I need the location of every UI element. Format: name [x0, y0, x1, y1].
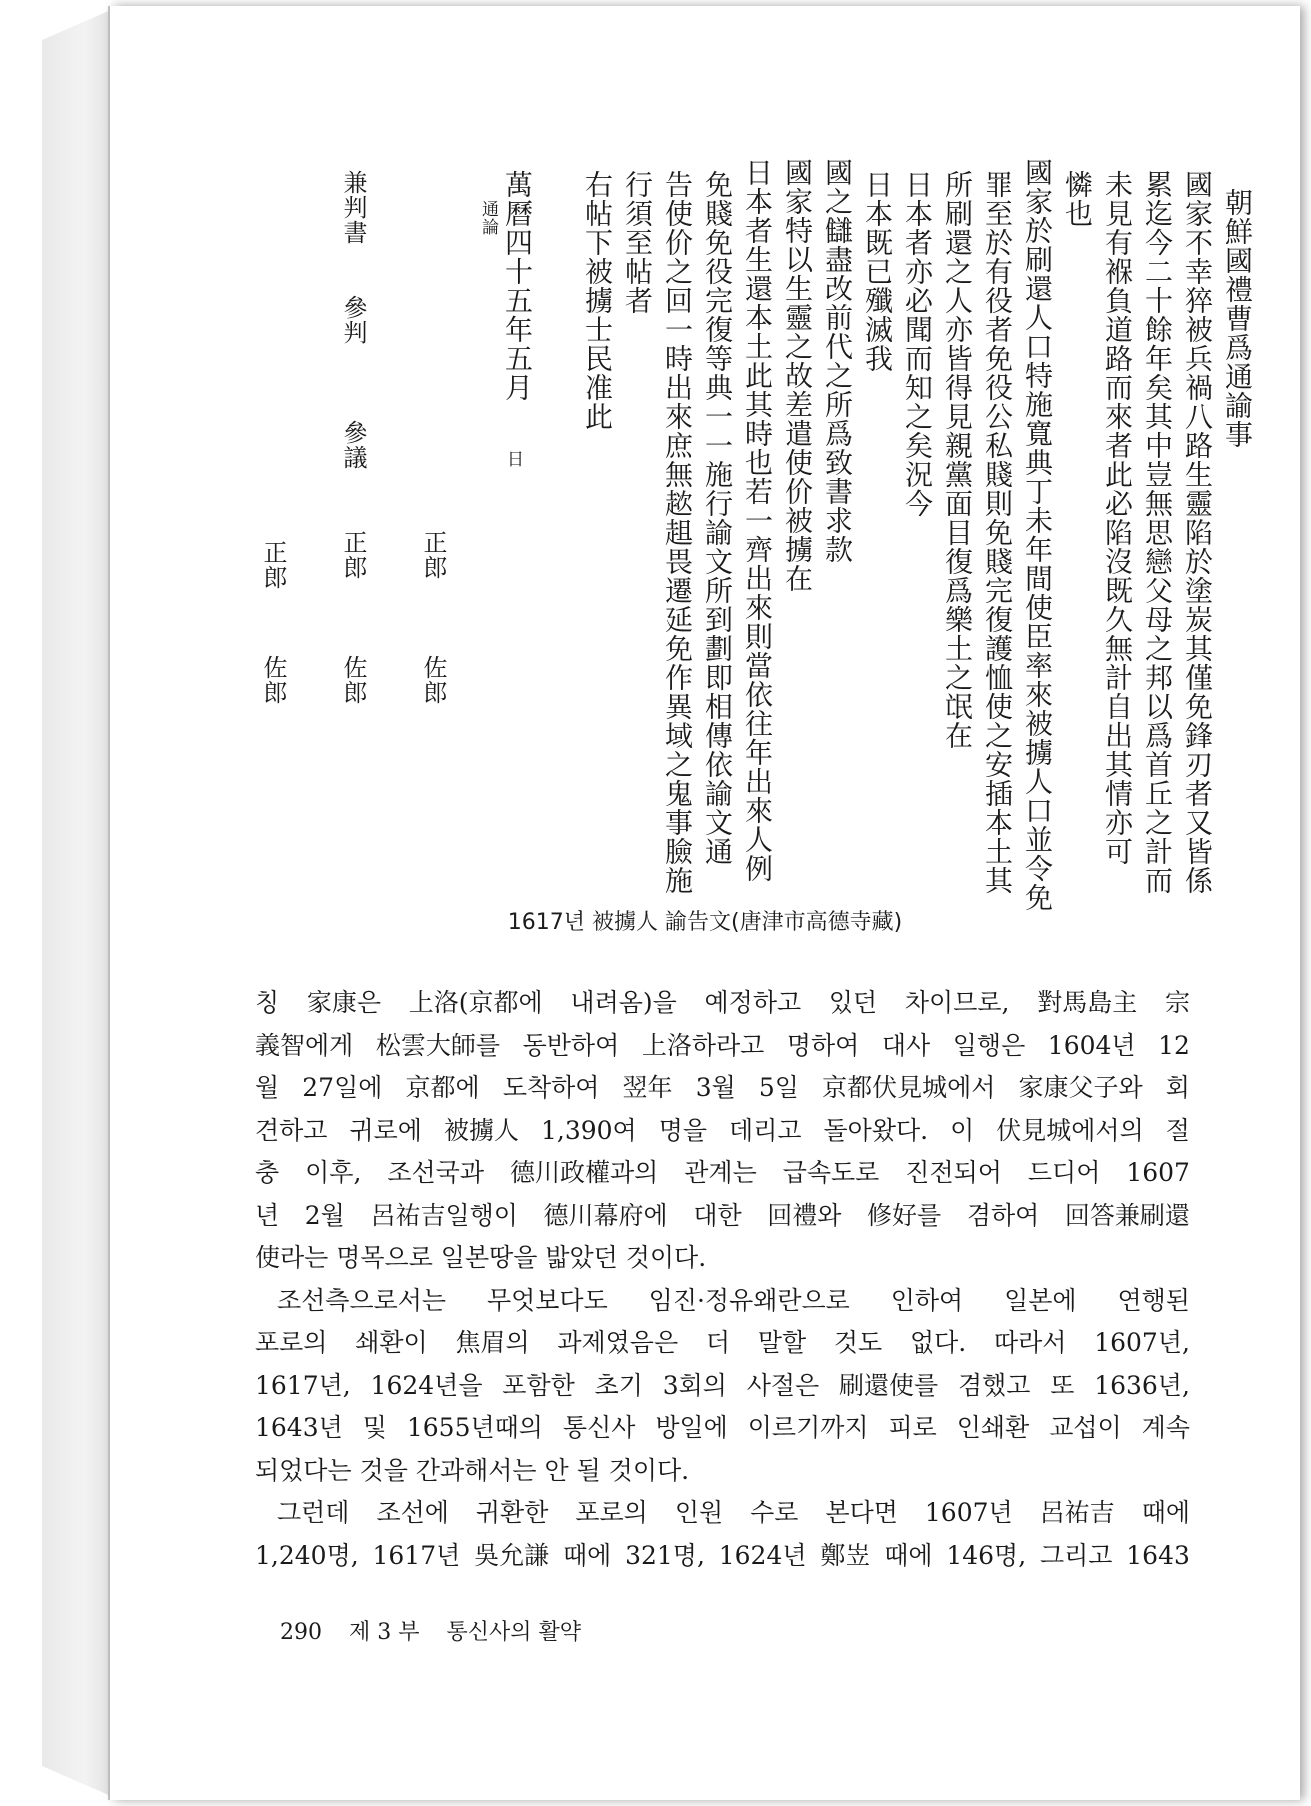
document-column: 國家於刷還人口特施寬典丁未年間使臣率來被擄人口並令免 [1021, 158, 1054, 912]
body-line: 조선측으로서는 무엇보다도 임진·정유왜란으로 인하여 일본에 연행된 [277, 1285, 1190, 1315]
body-line: 견하고 귀로에 被擄人 1,390여 명을 데리고 돌아왔다. 이 伏見城에서의 절 [255, 1115, 1190, 1145]
document-column: 國之讎盡改前代之所爲致書求款 [821, 158, 854, 564]
document-column: 日本既已殲滅我 [861, 170, 894, 373]
body-line: 칭 家康은 上洛(京都에 내려옴)을 예정하고 있던 차이므로, 對馬島主 宗 [255, 988, 1190, 1017]
document-column: 佐郎 [339, 655, 367, 705]
document-column: 行須至帖者 [621, 170, 654, 315]
document-column: 佐郎 [259, 655, 287, 705]
document-column: 憐也 [1061, 170, 1094, 228]
document-column: 累迄今二十餘年矣其中豈無思戀父母之邦以爲首丘之計而 [1141, 170, 1174, 895]
document-column: 兼判書 [339, 170, 367, 245]
body-line: 1617년, 1624년을 포함한 초기 3회의 사절은 刷還使를 겸했고 또 1636년, [255, 1370, 1190, 1400]
document-column: 罪至於有役者免役公私賤則免賤完復護恤使之安插本土其 [981, 170, 1014, 895]
document-photo [148, 150, 1254, 912]
document-column: 日 [503, 450, 523, 468]
document-column: 未見有褓負道路而來者此必陷沒既久無計自出其情亦可 [1101, 170, 1134, 866]
body-text [255, 982, 1190, 1577]
document-column: 正郎 [259, 540, 287, 590]
document-column: 告使价之回一時出來庶無趑趄畏遷延免作異域之鬼事臉施 [661, 170, 694, 895]
document-column: 通論 [478, 200, 498, 236]
document-column: 佐郎 [419, 655, 447, 705]
document-column: 朝鮮國禮曹爲通諭事 [1221, 188, 1254, 449]
body-line: 충 이후, 조선국과 德川政權과의 관계는 급속도로 진전되어 드디어 1607 [255, 1158, 1190, 1187]
document-column: 右帖下被擄士民准此 [581, 170, 614, 431]
book-edge [42, 6, 120, 1800]
document-column: 萬曆四十五年五月 [501, 170, 534, 402]
page-number: 290 [280, 1620, 322, 1645]
body-line: 되었다는 것을 간과해서는 안 될 것이다. [255, 1455, 690, 1485]
document-column: 參判 [339, 295, 367, 345]
body-line: 義智에게 松雲大師를 동반하여 上洛하라고 명하여 대사 일행은 1604년 12 [255, 1030, 1190, 1060]
body-line: 월 27일에 京都에 도착하여 翌年 3월 5일 京都伏見城에서 家康父子와 회 [255, 1073, 1190, 1102]
body-line: 1643년 및 1655년때의 통신사 방일에 이르기까지 피로 인쇄환 교섭이 계속 [255, 1413, 1190, 1442]
chapter-title: 통신사의 활약 [446, 1620, 582, 1645]
body-line: 년 2월 呂祐吉일행이 德川幕府에 대한 回禮와 修好를 겸하여 回答兼刷還 [255, 1200, 1190, 1230]
document-column: 國家特以生靈之故差遣使价被擄在 [781, 158, 814, 593]
part-label: 제 3 부 [349, 1620, 420, 1645]
body-line: 그런데 조선에 귀환한 포로의 인원 수로 본다면 1607년 呂祐吉 때에 [277, 1498, 1190, 1527]
document-column: 日本者亦必聞而知之矣況今 [901, 170, 934, 518]
document-column: 所刷還之人亦皆得見親黨面目復爲樂土之氓在 [941, 170, 974, 750]
body-line: 使라는 명목으로 일본땅을 밟았던 것이다. [255, 1243, 707, 1272]
body-line: 포로의 쇄환이 焦眉의 과제였음은 더 말할 것도 없다. 따라서 1607년, [255, 1328, 1190, 1357]
document-column: 國家不幸猝被兵禍八路生靈陷於塗炭其僅免鋒刃者又皆係 [1181, 170, 1214, 895]
document-column: 免賤免役完復等典一一施行諭文所到劃即相傳依諭文通 [701, 170, 734, 866]
document-column: 參議 [339, 420, 367, 470]
document-column: 日本者生還本土此其時也若一齊出來則當依往年出來人例 [741, 158, 774, 883]
page-footer [280, 1615, 601, 1646]
body-line: 1,240명, 1617년 吳允謙 때에 321명, 1624년 鄭岦 때에 146명, 그리고 1643 [255, 1540, 1190, 1570]
document-column: 正郎 [419, 530, 447, 580]
document-column: 正郎 [339, 530, 367, 580]
figure-caption: 1617년 被擄人 諭告文(唐津市高德寺藏) [507, 910, 903, 935]
